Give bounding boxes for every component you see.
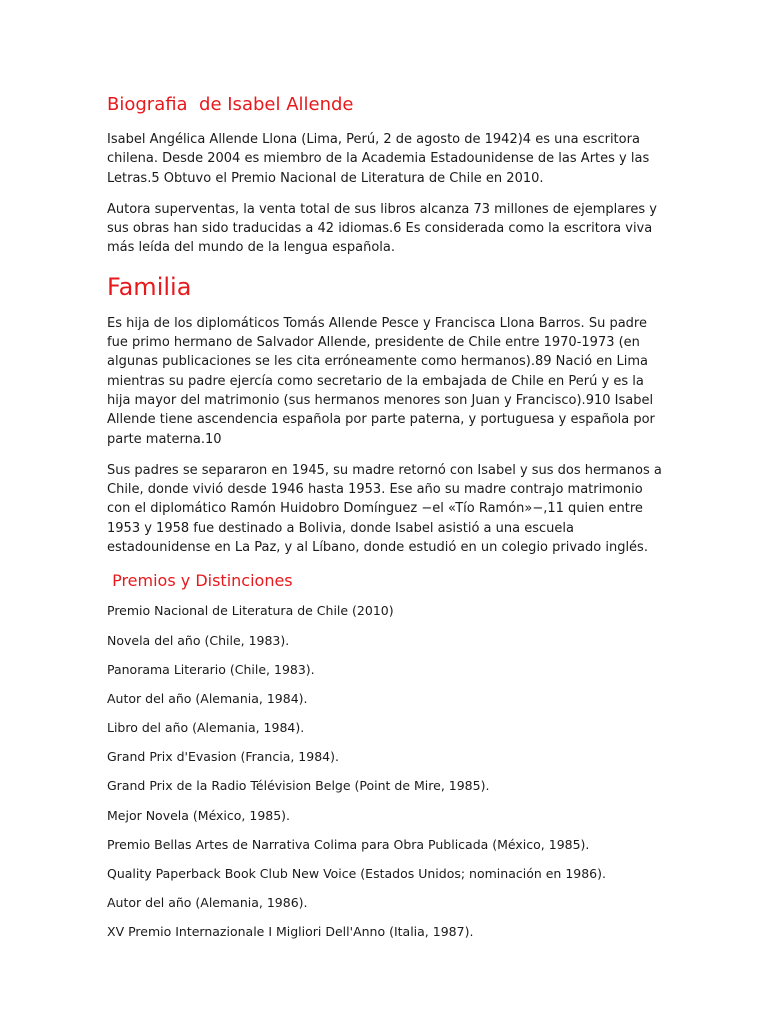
- award-item: XV Premio Internazionale I Migliori Dell'Anno (Italia, 1987).: [107, 924, 474, 940]
- award-item: Quality Paperback Book Club New Voice (Estados Unidos; nominación en 1986).: [107, 866, 606, 882]
- biography-paragraph-1: Isabel Angélica Allende Llona (Lima, Perú, 2 de agosto de 1942)4 es una escritora chilena. Desde 2004 es miembro de la Academia Estadounidense de las Artes y las Letras.5 Obtuvo el Premio Nacional de Literatura de Chile en 2010.: [107, 132, 650, 186]
- biography-paragraph-2: Autora superventas, la venta total de sus libros alcanza 73 millones de ejemplares y sus obras han sido traducidas a 42 idiomas.6 Es considerada como la escritora viva más leída del mundo de la lengua española.: [107, 201, 657, 256]
- award-item: Premio Bellas Artes de Narrativa Colima para Obra Publicada (México, 1985).: [107, 836, 590, 852]
- award-item: Grand Prix d'Evasion (Francia, 1984).: [107, 749, 339, 765]
- family-heading: Familia: [107, 272, 192, 301]
- family-paragraph-1: Es hija de los diplomáticos Tomás Allende Pesce y Francisca Llona Barros. Su padre fue primo hermano de Salvador Allende, presidente de Chile entre 1970-1973 (en algunas publicaciones se les cita erróneamente como hermanos).89 Nació en Lima mientras su padre ejercía como secretario de la embajada de Chile en Perú y es la hija mayor del matrimonio (sus hermanos menores son Juan y Francisco).910 Isabel Allende tiene ascendencia española por parte paterna, y portuguesa y española por parte materna.10: [107, 315, 655, 447]
- award-item: Grand Prix de la Radio Télévision Belge (Point de Mire, 1985).: [107, 778, 490, 794]
- family-paragraph-2: Sus padres se separaron en 1945, su madre retornó con Isabel y sus dos hermanos a Chile, donde vivió desde 1946 hasta 1953. Ese año su madre contrajo matrimonio con el diplomático Ramón Huidobro Domínguez −el «Tío Ramón»−,11 quien entre 1953 y 1958 fue destinado a Bolivia, donde Isabel asistió a una escuela estadounidense en La Paz, y al Líbano, donde estudió en un colegio privado inglés.: [107, 462, 662, 556]
- award-item: Mejor Novela (México, 1985).: [107, 807, 291, 823]
- awards-list: [107, 601, 667, 941]
- award-item: Novela del año (Chile, 1983).: [107, 632, 290, 648]
- award-item: Autor del año (Alemania, 1984).: [107, 690, 308, 706]
- award-item: Autor del año (Alemania, 1986).: [107, 895, 308, 911]
- document-page: [107, 92, 667, 952]
- awards-heading: Premios y Distinciones: [107, 571, 293, 591]
- award-item: Panorama Literario (Chile, 1983).: [107, 661, 315, 677]
- award-item: Premio Nacional de Literatura de Chile (2010): [107, 603, 394, 619]
- biography-heading: Biografia de Isabel Allende: [107, 94, 354, 115]
- award-item: Libro del año (Alemania, 1984).: [107, 720, 305, 736]
